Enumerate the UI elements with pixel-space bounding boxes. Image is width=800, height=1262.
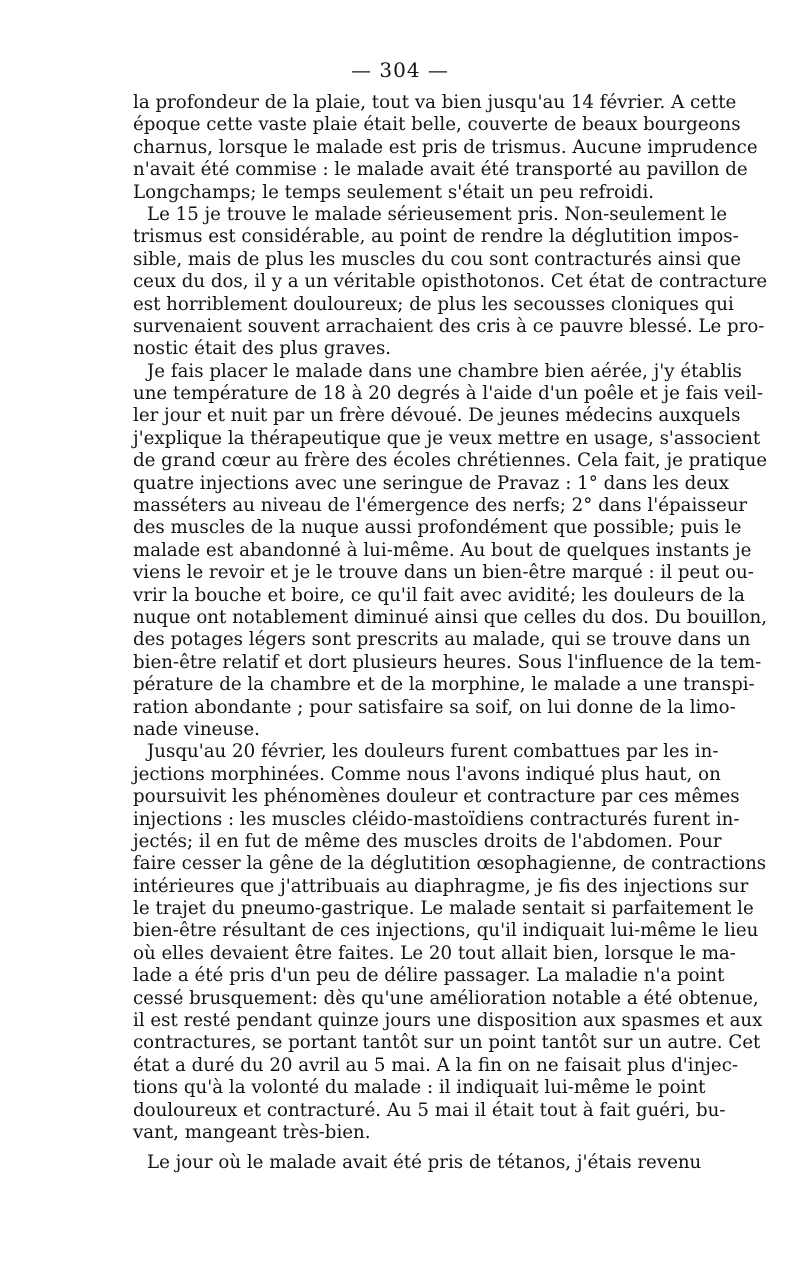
text-line: n'avait été commise : le malade avait été transporté au pavillon de xyxy=(133,159,748,181)
paragraph-2 xyxy=(133,203,768,361)
text-line: viens le revoir et je le trouve dans un bien-être marqué : il peut ou- xyxy=(133,562,754,584)
text-line: masséters au niveau de l'émergence des nerfs; 2° dans l'épaisseur xyxy=(133,495,748,517)
text-line: bien-être relatif et dort plusieurs heures. Sous l'influence de la tem- xyxy=(133,651,762,673)
text-line: où elles devaient être faites. Le 20 tout allait bien, lorsque le ma- xyxy=(133,942,736,964)
text-line: intérieures que j'attribuais au diaphragme, je fis des injections sur xyxy=(133,875,749,897)
text-line: Longchamps; le temps seulement s'était un peu refroidi. xyxy=(133,181,655,203)
text-line: poursuivit les phénomènes douleur et contracture par ces mêmes xyxy=(133,786,740,808)
text-line: époque cette vaste plaie était belle, couverte de beaux bourgeons xyxy=(133,114,741,136)
text-line: jections morphinées. Comme nous l'avons indiqué plus haut, on xyxy=(133,763,721,785)
paragraph-4 xyxy=(133,741,767,1144)
text-line: ration abondante ; pour satisfaire sa soif, on lui donne de la limo- xyxy=(133,696,736,718)
text-line: Le 15 je trouve le malade sérieusement pris. Non-seulement le xyxy=(147,203,728,225)
text-line: trismus est considérable, au point de rendre la déglutition impos- xyxy=(133,226,739,248)
text-line: charnus, lorsque le malade est pris de trismus. Aucune imprudence xyxy=(133,136,758,158)
text-line: faire cesser la gêne de la déglutition œsophagienne, de contractions xyxy=(133,853,767,875)
text-line: bien-être résultant de ces injections, qu'il indiquait lui-même le lieu xyxy=(133,920,759,942)
text-line: nade vineuse. xyxy=(133,718,260,740)
text-line: sible, mais de plus les muscles du cou sont contracturés ainsi que xyxy=(133,248,742,270)
text-line: survenaient souvent arrachaient des cris à ce pauvre blessé. Le pro- xyxy=(133,315,765,337)
page-number: — 304 — xyxy=(351,58,449,82)
text-line: des potages légers sont prescrits au malade, qui se trouve dans un xyxy=(133,629,751,651)
text-line: lade a été pris d'un peu de délire passager. La maladie n'a point xyxy=(133,965,725,987)
body-text xyxy=(133,92,768,1175)
paragraph-spacer xyxy=(133,1144,681,1152)
text-line: la profondeur de la plaie, tout va bien jusqu'au 14 février. A cette xyxy=(133,92,737,113)
text-line: état a duré du 20 avril au 5 mai. A la fin on ne faisait plus d'injec- xyxy=(133,1054,739,1076)
text-line: nuque ont notablement diminué ainsi que celles du dos. Du bouillon, xyxy=(133,606,767,628)
text-line: nostic était des plus graves. xyxy=(133,338,392,360)
text-line: j'explique la thérapeutique que je veux mettre en usage, s'associent xyxy=(133,427,761,449)
text-line: pérature de la chambre et de la morphine, le malade a une transpi- xyxy=(133,674,755,696)
text-line: douloureux et contracturé. Au 5 mai il était tout à fait guéri, bu- xyxy=(133,1099,726,1121)
text-line: des muscles de la nuque aussi profondément que possible; puis le xyxy=(133,517,742,539)
text-line: jectés; il en fut de même des muscles droits de l'abdomen. Pour xyxy=(133,830,722,852)
text-line: vant, mangeant très-bien. xyxy=(133,1121,371,1143)
text-line: cessé brusquement: dès qu'une amélioration notable a été obtenue, xyxy=(133,987,759,1009)
text-line: malade est abandonné à lui-même. Au bout de quelques instants je xyxy=(133,539,752,561)
text-line: est horriblement douloureux; de plus les secousses cloniques qui xyxy=(133,293,734,315)
text-line: injections : les muscles cléido-mastoïdiens contracturés furent in- xyxy=(133,808,740,830)
text-line: vrir la bouche et boire, ce qu'il fait avec avidité; les douleurs de la xyxy=(133,584,745,606)
text-line: il est resté pendant quinze jours une disposition aux spasmes et aux xyxy=(133,1010,763,1032)
text-line: de grand cœur au frère des écoles chrétiennes. Cela fait, je pratique xyxy=(133,450,768,472)
text-line: Je fais placer le malade dans une chambre bien aérée, j'y établis xyxy=(147,360,742,382)
text-line: tions qu'à la volonté du malade : il indiquait lui-même le point xyxy=(133,1077,706,1099)
text-line: quatre injections avec une seringue de Pravaz : 1° dans les deux xyxy=(133,472,729,494)
paragraph-3 xyxy=(133,360,768,742)
text-line: ler jour et nuit par un frère dévoué. De jeunes médecins auxquels xyxy=(133,405,741,427)
text-line: le trajet du pneumo-gastrique. Le malade sentait si parfaitement le xyxy=(133,898,754,920)
text-line: ceux du dos, il y a un véritable opisthotonos. Cet état de contracture xyxy=(133,271,768,293)
text-line: Jusqu'au 20 février, les douleurs furent combattues par les in- xyxy=(147,741,719,763)
paragraph-5 xyxy=(133,1152,702,1174)
text-line: Le jour où le malade avait été pris de tétanos, j'étais revenu xyxy=(147,1152,702,1174)
text-line: contractures, se portant tantôt sur un point tantôt sur un autre. Cet xyxy=(133,1032,761,1054)
paragraph-1 xyxy=(133,92,758,204)
text-line: une température de 18 à 20 degrés à l'aide d'un poêle et je fais veil- xyxy=(133,383,763,405)
